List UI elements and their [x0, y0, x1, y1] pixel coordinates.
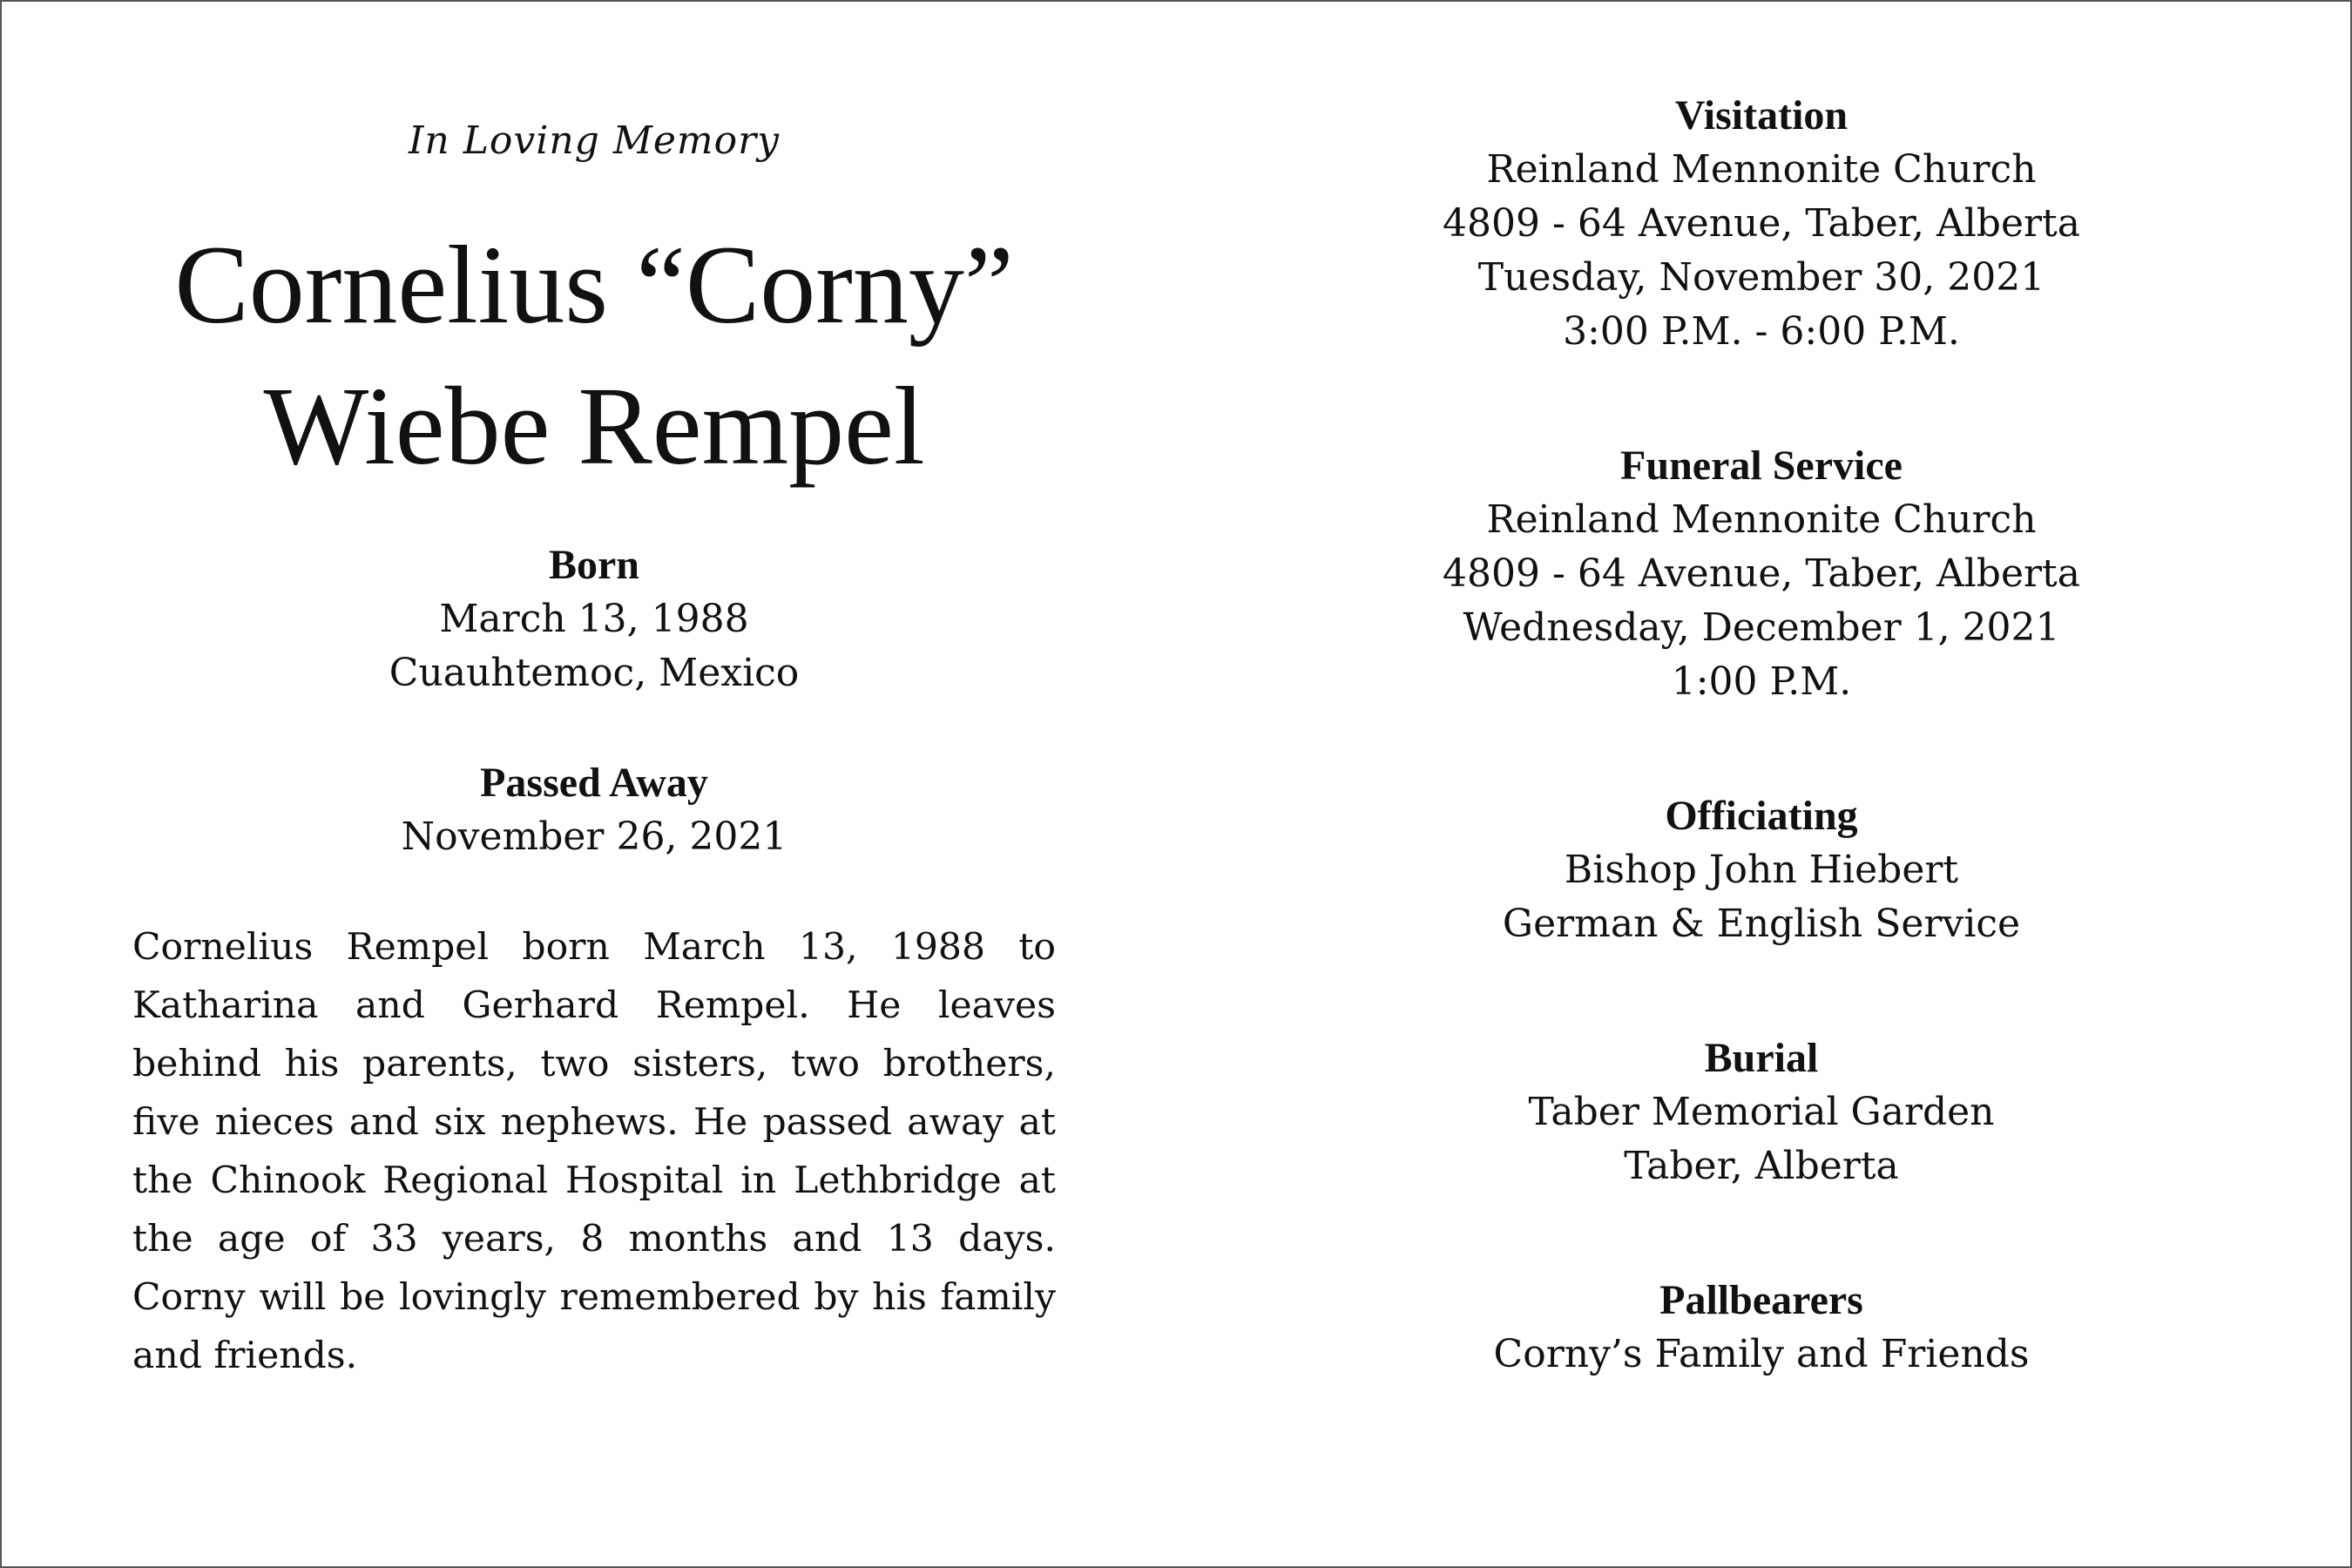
- born-place: Cuauhtemoc, Mexico: [389, 651, 800, 695]
- pallbearers-heading: Pallbearers: [1659, 1277, 1863, 1323]
- right-panel: [1256, 89, 2267, 1462]
- officiating-section: [1256, 789, 2267, 951]
- name-line-2: Wiebe Rempel: [263, 364, 925, 488]
- pallbearers-line: Corny’s Family and Friends: [1493, 1332, 2030, 1376]
- born-date: March 13, 1988: [439, 597, 749, 641]
- funeral-service-line: 4809 - 64 Avenue, Taber, Alberta: [1443, 551, 2080, 596]
- visitation-line: 4809 - 64 Avenue, Taber, Alberta: [1443, 201, 2080, 246]
- passed-away-date: November 26, 2021: [401, 814, 787, 859]
- pallbearers-section: [1256, 1274, 2267, 1382]
- burial-section: [1256, 1031, 2267, 1193]
- passed-away-heading: Passed Away: [480, 760, 708, 806]
- funeral-service-heading: Funeral Service: [1620, 443, 1903, 489]
- biography-paragraph: Cornelius Rempel born March 13, 1988 to Katharina and Gerhard Rempel. He leaves behind his parents, two sisters, two brothers, five nieces and six nephews. He passed away at the Chinook Regional Hospital in Lethbridge at the age of 33 years, 8 months and 13 days. Corny will be lovingly remembered by his family and friends.: [132, 926, 1056, 1377]
- in-loving-memory-line: In Loving Memory: [408, 118, 781, 163]
- passed-away-section: [132, 756, 1056, 864]
- funeral-service-line: Wednesday, December 1, 2021: [1463, 605, 2060, 650]
- funeral-service-line: Reinland Mennonite Church: [1486, 497, 2037, 542]
- officiating-line: Bishop John Hiebert: [1564, 848, 1959, 892]
- visitation-line: Reinland Mennonite Church: [1486, 147, 2037, 192]
- officiating-heading: Officiating: [1665, 793, 1858, 839]
- visitation-line: 3:00 P.M. - 6:00 P.M.: [1563, 309, 1960, 354]
- visitation-heading: Visitation: [1674, 92, 1848, 139]
- left-panel: [132, 89, 1056, 1385]
- officiating-line: German & English Service: [1502, 902, 2021, 946]
- visitation-line: Tuesday, November 30, 2021: [1477, 255, 2045, 300]
- deceased-name: [132, 214, 1056, 497]
- visitation-section: [1256, 89, 2267, 359]
- name-line-1: Cornelius “Corny”: [174, 223, 1014, 347]
- born-heading: Born: [548, 542, 639, 588]
- burial-line: Taber Memorial Garden: [1528, 1090, 1995, 1134]
- born-section: [132, 538, 1056, 700]
- funeral-service-section: [1256, 439, 2267, 709]
- burial-line: Taber, Alberta: [1624, 1144, 1899, 1188]
- funeral-service-line: 1:00 P.M.: [1671, 659, 1852, 704]
- burial-heading: Burial: [1704, 1035, 1819, 1081]
